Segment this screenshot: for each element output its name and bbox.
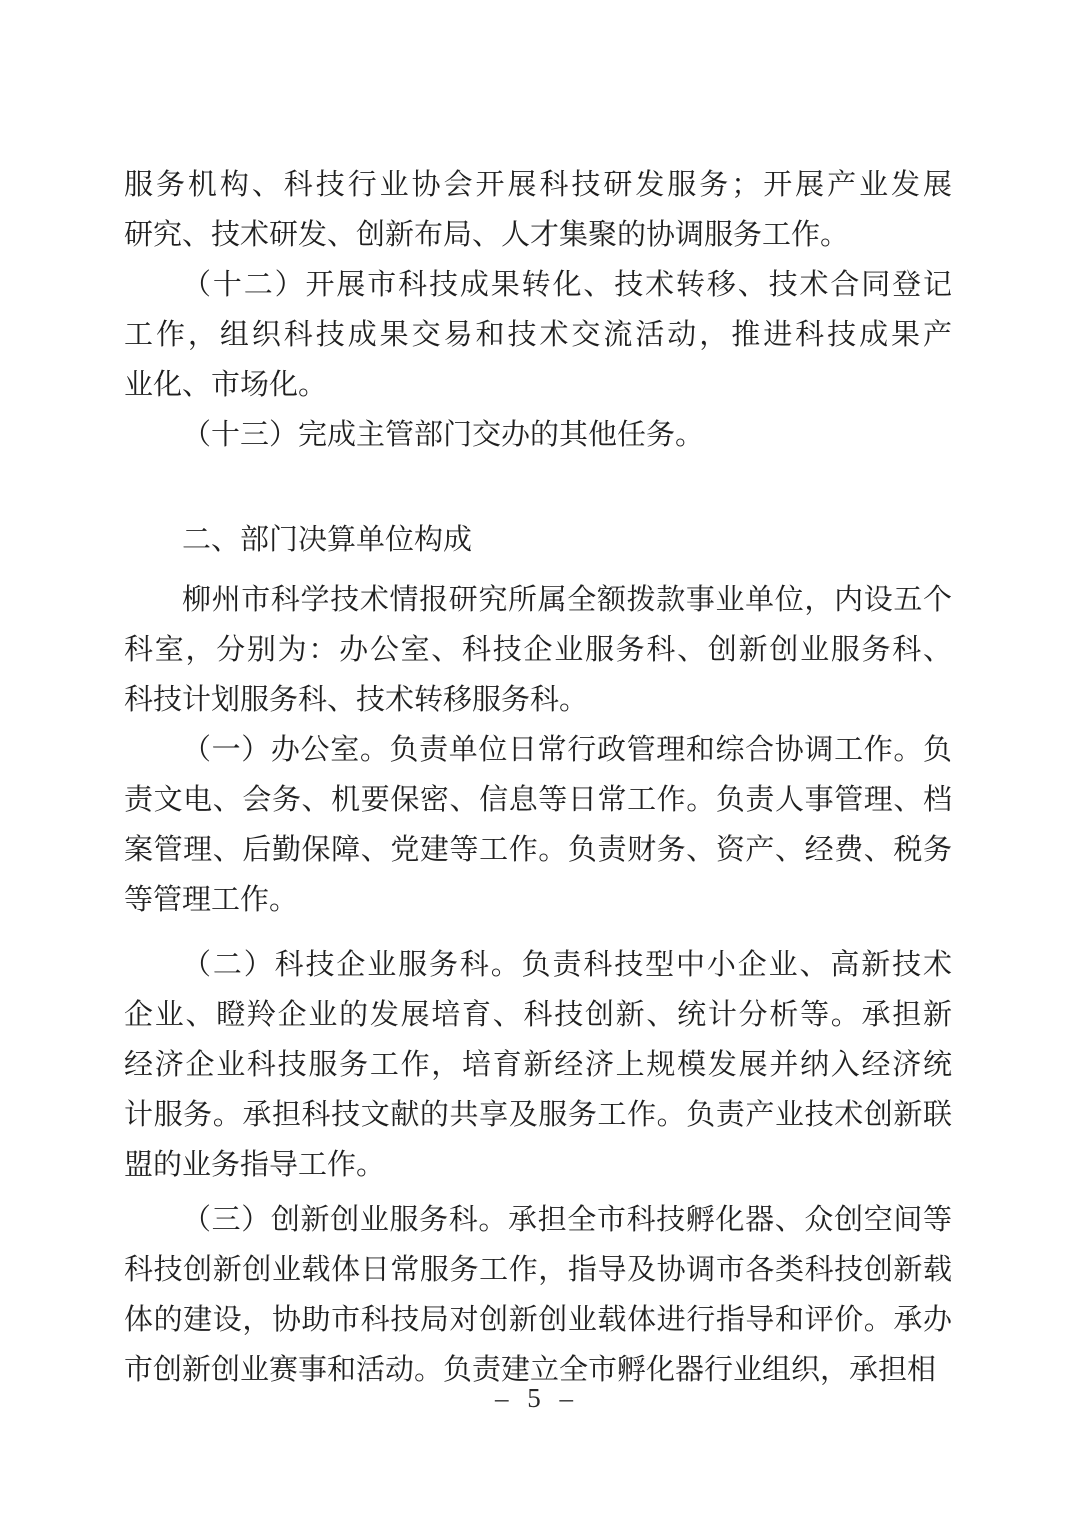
text-line: （十二）开展市科技成果转化、技术转移、技术合同登记 <box>182 269 952 301</box>
text-line: 科技计划服务科、技术转移服务科。 <box>124 684 589 716</box>
text-line: 业化、市场化。 <box>124 369 328 401</box>
text-line: 科技创新创业载体日常服务工作，指导及协调市各类科技创新载 <box>124 1254 952 1286</box>
text-line: 责文电、会务、机要保密、信息等日常工作。负责人事管理、档 <box>124 784 952 816</box>
document-body <box>124 160 952 1395</box>
paragraph <box>124 725 952 925</box>
text-line: 工作，组织科技成果交易和技术交流活动，推进科技成果产 <box>124 319 952 351</box>
text-line: 研究、技术研发、创新布局、人才集聚的协调服务工作。 <box>124 219 850 251</box>
text-line: 企业、瞪羚企业的发展培育、科技创新、统计分析等。承担新 <box>124 999 952 1031</box>
paragraph <box>124 1195 952 1395</box>
paragraph <box>124 260 952 410</box>
paragraph <box>124 940 952 1190</box>
section-heading <box>124 515 952 565</box>
text-line: （三）创新创业服务科。承担全市科技孵化器、众创空间等 <box>182 1204 952 1236</box>
text-line: 市创新创业赛事和活动。负责建立全市孵化器行业组织，承担相 <box>124 1354 937 1386</box>
page-number: – 5 – <box>495 1383 579 1413</box>
text-line: 案管理、后勤保障、党建等工作。负责财务、资产、经费、税务 <box>124 834 952 866</box>
text-line: 二、部门决算单位构成 <box>182 524 473 556</box>
text-line: 计服务。承担科技文献的共享及服务工作。负责产业技术创新联 <box>124 1099 952 1131</box>
text-line: 体的建设，协助市科技局对创新创业载体进行指导和评价。承办 <box>124 1304 952 1336</box>
text-line: 盟的业务指导工作。 <box>124 1149 386 1181</box>
text-line: 服务机构、科技行业协会开展科技研发服务；开展产业发展 <box>124 169 952 201</box>
paragraph <box>124 410 952 460</box>
paragraph <box>124 160 952 260</box>
text-line: 经济企业科技服务工作，培育新经济上规模发展并纳入经济统 <box>124 1049 952 1081</box>
text-line: （一）办公室。负责单位日常行政管理和综合协调工作。负 <box>182 734 952 766</box>
text-line: 等管理工作。 <box>124 884 299 916</box>
text-line: （十三）完成主管部门交办的其他任务。 <box>182 419 705 451</box>
paragraph <box>124 575 952 725</box>
text-line: 科室，分别为：办公室、科技企业服务科、创新创业服务科、 <box>124 634 952 666</box>
text-line: （二）科技企业服务科。负责科技型中小企业、高新技术 <box>182 949 952 981</box>
text-line: 柳州市科学技术情报研究所属全额拨款事业单位，内设五个 <box>182 584 952 616</box>
